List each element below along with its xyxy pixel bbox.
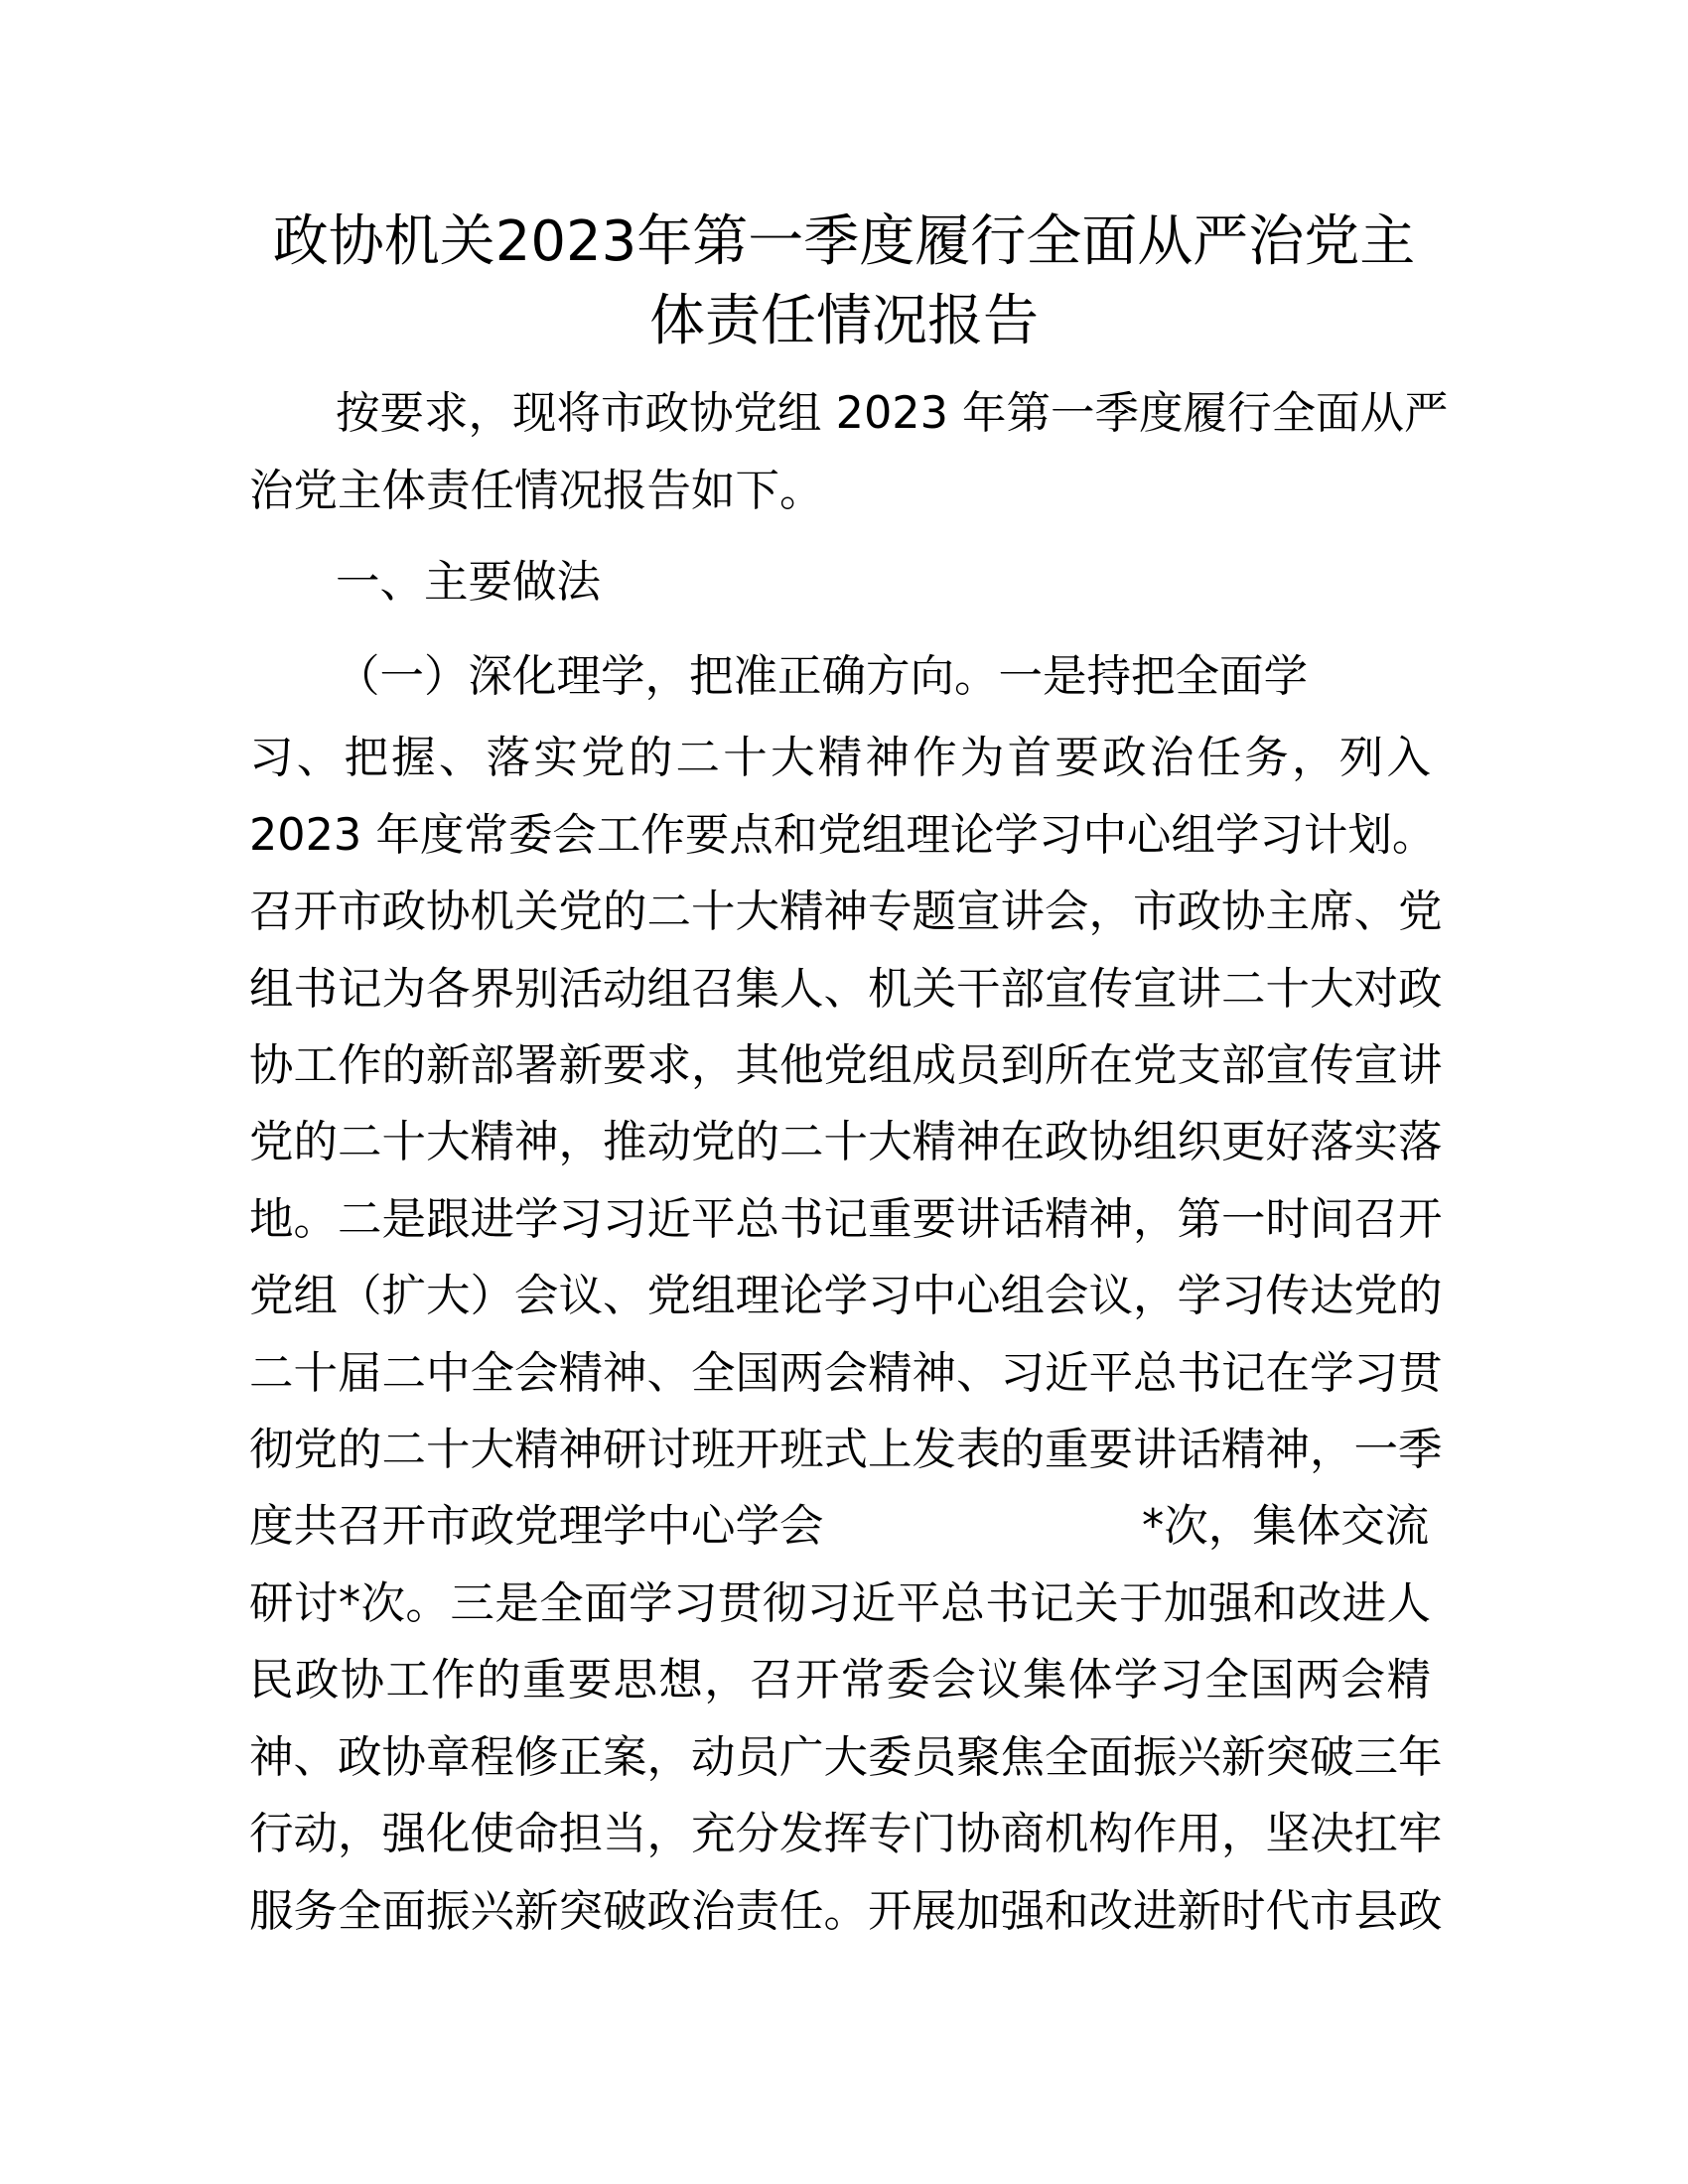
body-line-9: 二十届二中全会精神、全国两会精神、习近平总书记在学习贯 (249, 1348, 1443, 1399)
body-line-7: 地。二是跟进学习习近平总书记重要讲话精神，第一时间召开 (249, 1194, 1443, 1245)
split-line-right: *次，集体交流 (1142, 1501, 1430, 1552)
body-line-6: 党的二十大精神，推动党的二十大精神在政协组织更好落实落 (249, 1117, 1443, 1167)
subsection-line: （一）深化理学，把准正确方向。一是持把全面学 (336, 651, 1309, 702)
tail-line-2: 民政协工作的重要思想，召开常委会议集体学习全国两会精 (249, 1655, 1431, 1706)
body-line-4: 组书记为各界别活动组召集人、机关干部宣传宣讲二十大对政 (249, 964, 1443, 1015)
intro-line-2: 治党主体责任情况报告如下。 (249, 466, 824, 516)
body-line-1: 习、把握、落实党的二十大精神作为首要政治任务，列入 (249, 733, 1431, 783)
body-line-5: 协工作的新部署新要求，其他党组成员到所在党支部宣传宣讲 (249, 1040, 1443, 1091)
body-line-2: 2023 年度常委会工作要点和党组理论学习中心组学习计划。 (249, 810, 1437, 861)
intro-line-1: 按要求，现将市政协党组 2023 年第一季度履行全面从严 (336, 388, 1449, 439)
section-heading: 一、主要做法 (336, 557, 602, 608)
body-line-8: 党组（扩大）会议、党组理论学习中心组会议，学习传达党的 (249, 1271, 1443, 1321)
tail-line-4: 行动，强化使命担当，充分发挥专门协商机构作用，坚决扛牢 (249, 1809, 1443, 1859)
split-line-left: 度共召开市政党理学中心学会 (249, 1501, 824, 1552)
document-title-line-1: 政协机关2023年第一季度履行全面从严治党主 (272, 209, 1416, 274)
body-line-3: 召开市政协机关党的二十大精神专题宣讲会，市政协主席、党 (249, 887, 1443, 937)
tail-line-5: 服务全面振兴新突破政治责任。开展加强和改进新时代市县政 (249, 1886, 1443, 1937)
document-title-line-2: 体责任情况报告 (649, 289, 1039, 353)
body-line-10: 彻党的二十大精神研讨班开班式上发表的重要讲话精神，一季 (249, 1425, 1443, 1475)
tail-line-1: 研讨*次。三是全面学习贯彻习近平总书记关于加强和改进人 (249, 1578, 1431, 1629)
tail-line-3: 神、政协章程修正案，动员广大委员聚焦全面振兴新突破三年 (249, 1732, 1443, 1783)
